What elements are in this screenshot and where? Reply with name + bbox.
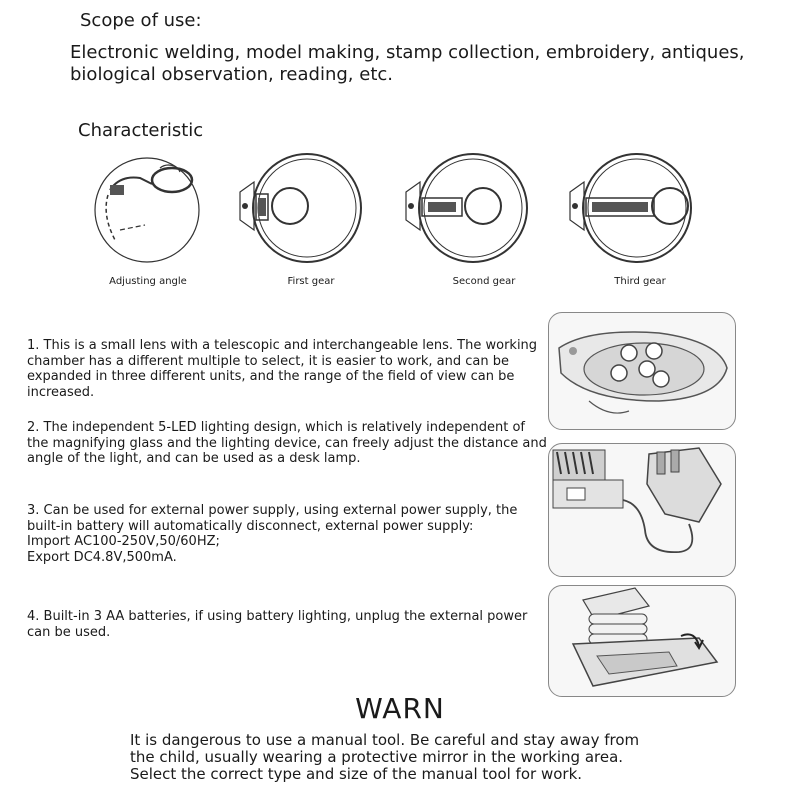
feature-item-4: 4. Built-in 3 AA batteries, if using battery lighting, unplug the external power can be used. (27, 609, 528, 640)
feature-item-2: 2. The independent 5-LED lighting design, which is relatively independent of the magnifying glass and the lighting device, can freely adjust the distance and angle of the light, and can be used as a desk lamp. (27, 420, 547, 466)
characteristic-title: Characteristic (78, 120, 204, 141)
figure-caption: Adjusting angle (109, 276, 187, 287)
adjusting-angle-diagram (90, 150, 205, 270)
scope-text: Electronic welding, model making, stamp collection, embroidery, antiques, biological observation, reading, etc. (70, 42, 745, 85)
figure-caption: Second gear (452, 276, 516, 287)
battery-compartment-photo (548, 585, 736, 697)
power-adapter-photo (548, 443, 736, 577)
lens-third-gear-diagram (562, 150, 702, 270)
warn-title: WARN (355, 692, 445, 725)
lens-first-gear-diagram (232, 150, 372, 270)
scope-title: Scope of use: (80, 10, 202, 31)
figure-caption: First gear (287, 276, 335, 287)
lens-second-gear-diagram (398, 150, 538, 270)
feature-item-1: 1. This is a small lens with a telescopic and interchangeable lens. The working chamber has a different multiple to select, it is easier to work, and can be expanded in three different units, and the range of the field of view can be increased. (27, 338, 538, 400)
feature-item-3: 3. Can be used for external power supply, using external power supply, the built-in battery will automatically disconnect, external power supply: Import AC100-250V,50/60HZ; Export DC4.8V,500mA. (27, 503, 518, 565)
figure-caption: Third gear (614, 276, 666, 287)
warn-text: It is dangerous to use a manual tool. Be careful and stay away from the child, usually wearing a protective mirror in the working area. Select the correct type and size of the manual tool for work. (130, 731, 640, 783)
led-lamp-photo (548, 312, 736, 430)
